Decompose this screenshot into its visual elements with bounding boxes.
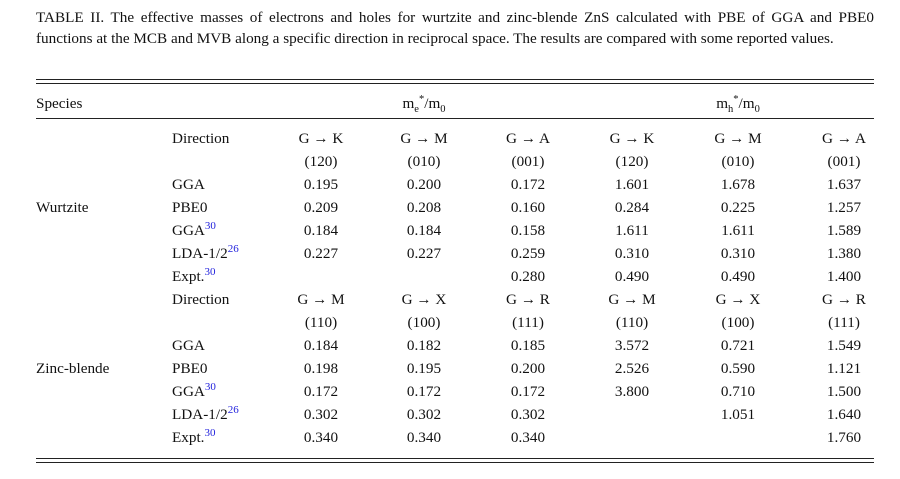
value-cell: 0.721 [720,337,756,354]
direction-cell: G → M [714,130,762,147]
value-cell: 1.611 [615,222,649,239]
direction-cell: G → M [400,130,448,147]
value-cell: 0.340 [406,429,442,446]
index-cell: (120) [615,153,649,170]
direction-cell: G → M [297,291,345,308]
value-cell: 0.172 [510,383,546,400]
method-name: LDA-1/2 [172,245,228,262]
value-cell: 0.160 [510,199,546,216]
value-cell: 1.051 [720,406,756,423]
index-cell: (111) [512,314,544,331]
top-rule-2 [36,83,874,84]
value-cell: 0.172 [510,176,546,193]
table-caption: TABLE II. The effective masses of electrons and holes for wurtzite and zinc-blende ZnS calculated with PBE of GGA and PBE0 functions at the MCB and MVB along a specific direction in reciprocal space. The results are compared with some reported values. [36,9,874,47]
direction-cell: G → X [401,291,447,308]
value-cell: 0.302 [406,406,442,423]
method-name: GGA [172,337,205,354]
index-cell: (110) [615,314,649,331]
hole-mass-header: $m_h^*/m_0$ [716,93,760,116]
value-cell: 1.400 [826,268,862,285]
value-cell: 0.184 [406,222,442,239]
value-cell: 0.227 [303,245,339,262]
value-cell: 0.198 [303,360,339,377]
value-cell: 0.340 [303,429,339,446]
value-cell: 1.549 [826,337,862,354]
value-cell: 0.184 [303,222,339,239]
index-cell: (010) [407,153,441,170]
value-cell: 0.200 [510,360,546,377]
value-cell: 0.310 [720,245,756,262]
direction-cell: G → K [298,130,344,147]
species-header: Species [36,95,83,112]
value-cell: 0.182 [406,337,442,354]
method-name: PBE0 [172,199,208,216]
value-cell: 0.490 [614,268,650,285]
value-cell: 0.200 [406,176,442,193]
index-cell: (100) [721,314,755,331]
reference-link[interactable]: 30 [204,380,216,393]
electron-mass-header: $m_e^*/m_0$ [402,93,446,116]
method-name: LDA-1/2 [172,406,228,423]
value-cell: 0.209 [303,199,339,216]
value-cell: 0.590 [720,360,756,377]
value-cell: 3.800 [614,383,650,400]
direction-cell: G → A [822,130,866,147]
index-cell: (001) [827,153,861,170]
direction-cell: G → R [506,291,550,308]
method-label [172,265,216,286]
value-cell: 1.257 [826,199,862,216]
value-cell: 0.172 [303,383,339,400]
value-cell: 0.490 [720,268,756,285]
method-label [172,337,205,355]
index-cell: (001) [511,153,545,170]
method-name: PBE0 [172,360,208,377]
index-cell: (110) [304,314,338,331]
value-cell: 1.589 [826,222,862,239]
value-cell: 0.302 [303,406,339,423]
value-cell: 0.310 [614,245,650,262]
method-label [172,176,205,194]
value-cell: 0.195 [303,176,339,193]
method-name: GGA [172,222,205,239]
value-cell: 3.572 [614,337,650,354]
species-label: Wurtzite [36,199,89,216]
method-label [172,380,216,401]
direction-label: Direction [172,130,230,147]
species-label: Zinc-blende [36,360,110,377]
value-cell: 0.184 [303,337,339,354]
value-cell: 0.172 [406,383,442,400]
value-cell: 1.500 [826,383,862,400]
method-label [172,360,207,378]
value-cell: 1.637 [826,176,862,193]
direction-cell: G → X [715,291,761,308]
bottom-rule-2 [36,462,874,463]
direction-cell: G → K [609,130,655,147]
direction-label: Direction [172,291,230,308]
value-cell: 0.185 [510,337,546,354]
method-name: Expt. [172,429,205,446]
value-cell: 0.208 [406,199,442,216]
method-label [172,426,216,447]
value-cell: 0.158 [510,222,546,239]
index-cell: (100) [407,314,441,331]
value-cell: 1.760 [826,429,862,446]
value-cell: 1.611 [721,222,755,239]
index-cell: (010) [721,153,755,170]
value-cell: 0.225 [720,199,756,216]
value-cell: 1.380 [826,245,862,262]
reference-link[interactable]: 30 [204,265,216,278]
value-cell: 2.526 [614,360,650,377]
direction-cell: G → A [506,130,550,147]
reference-link[interactable]: 26 [227,242,239,255]
method-label [172,403,239,424]
value-cell: 0.195 [406,360,442,377]
direction-cell: G → M [608,291,656,308]
value-cell: 0.280 [510,268,546,285]
reference-link[interactable]: 26 [227,403,239,416]
header-rule [36,118,874,119]
index-cell: (120) [304,153,338,170]
value-cell: 0.227 [406,245,442,262]
method-name: GGA [172,176,205,193]
value-cell: 0.284 [614,199,650,216]
method-label [172,199,207,217]
value-cell: 1.121 [826,360,862,377]
value-cell: 0.710 [720,383,756,400]
method-name: Expt. [172,268,205,285]
value-cell: 1.678 [720,176,756,193]
value-cell: 0.302 [510,406,546,423]
value-cell: 1.601 [614,176,650,193]
reference-link[interactable]: 30 [204,219,216,232]
reference-link[interactable]: 30 [204,426,216,439]
bottom-rule-1 [36,458,874,459]
index-cell: (111) [828,314,860,331]
value-cell: 1.640 [826,406,862,423]
method-label [172,242,239,263]
value-cell: 0.259 [510,245,546,262]
method-name: GGA [172,383,205,400]
value-cell: 0.340 [510,429,546,446]
direction-cell: G → R [822,291,866,308]
method-label [172,219,216,240]
top-rule-1 [36,79,874,80]
